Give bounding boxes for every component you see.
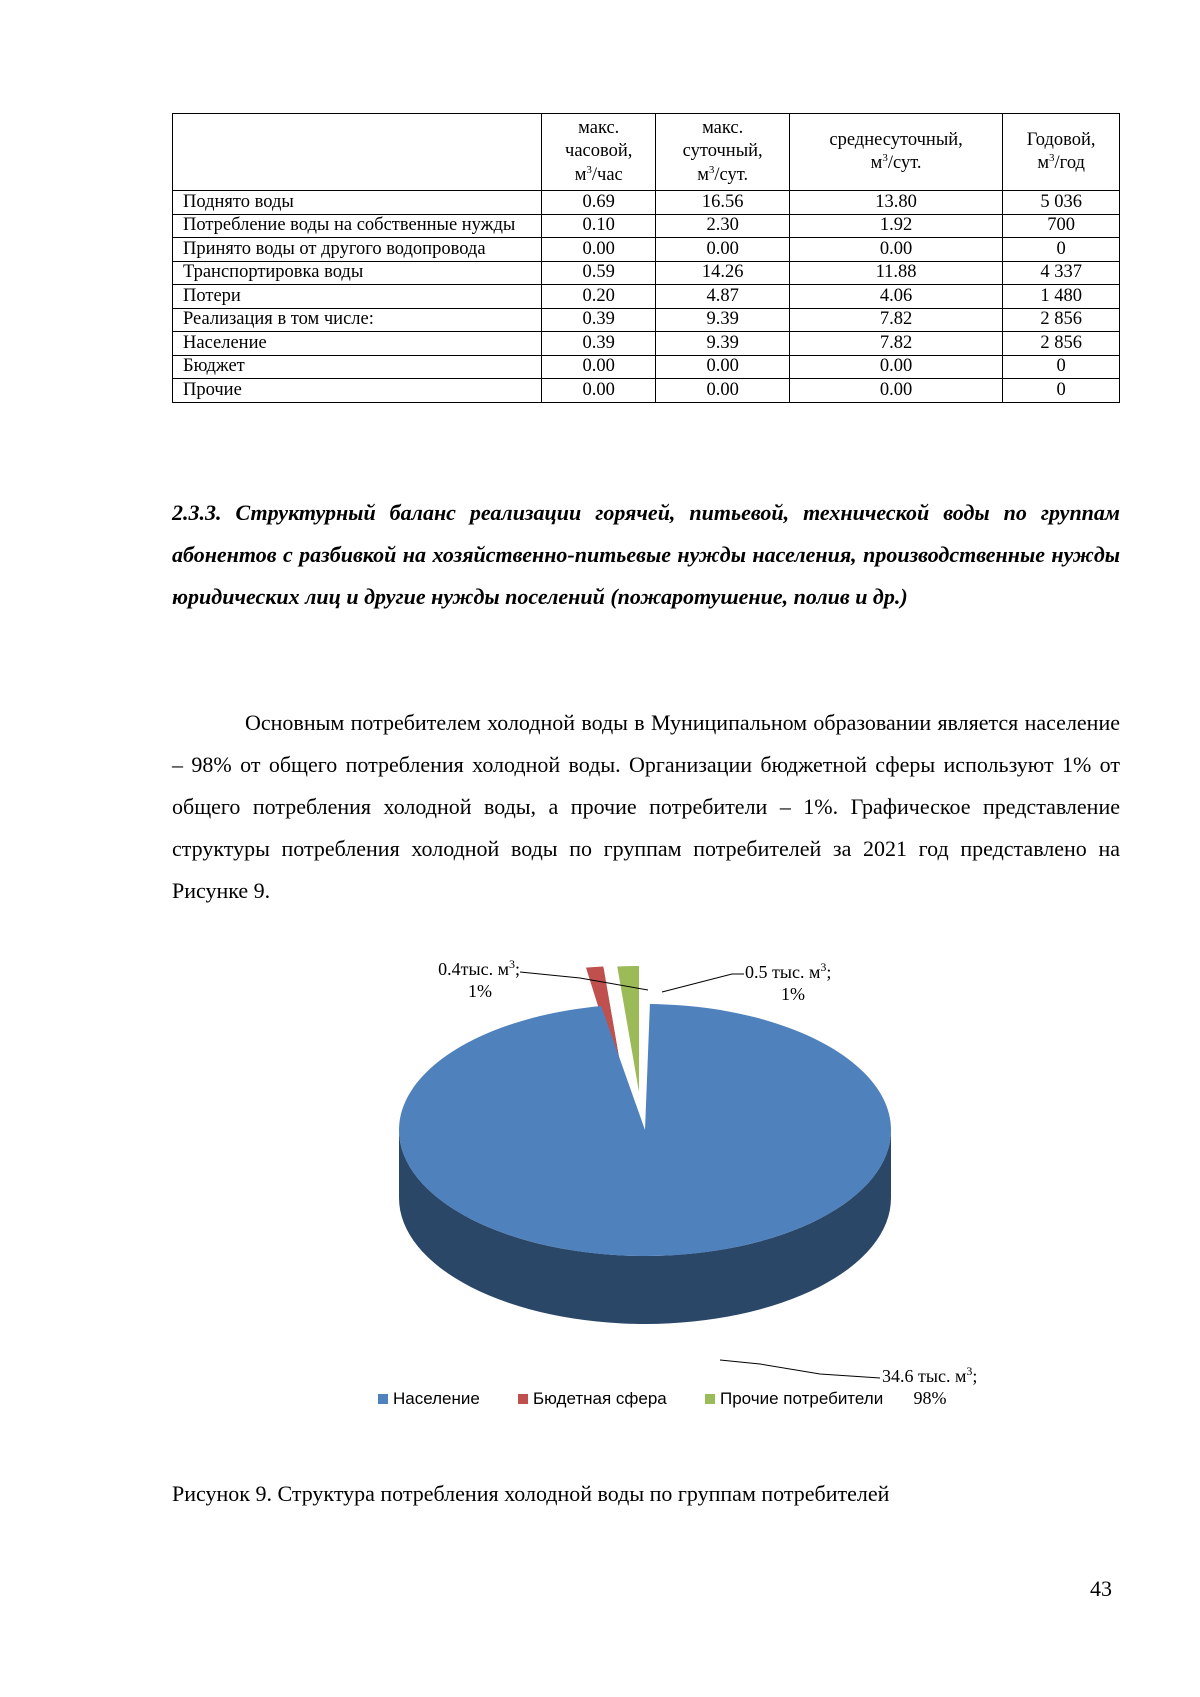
label-other-leader-line: [662, 974, 744, 992]
table-cell-max-day: 9.39: [656, 332, 789, 356]
table-cell-year: 2 856: [1003, 308, 1120, 332]
label-population-leader-line: [720, 1360, 880, 1378]
table-header-empty: [173, 114, 542, 191]
table-cell-max-hour: 0.00: [542, 379, 656, 403]
table-cell-avg-day: 1.92: [789, 214, 1002, 238]
table-header-max-day: макс. суточный, $м^3$/сут.: [656, 114, 789, 191]
table-cell-avg-day: 0.00: [789, 238, 1002, 262]
table-cell-max-hour: 0.00: [542, 238, 656, 262]
table-row-label: Прочие: [173, 379, 542, 403]
table-cell-avg-day: 7.82: [789, 308, 1002, 332]
table-header-row: [173, 114, 1120, 191]
label-population-percent: 98%: [913, 1388, 947, 1408]
table-row-label: Бюджет: [173, 355, 542, 379]
table-cell-max-day: 9.39: [656, 308, 789, 332]
table-row: [173, 238, 1120, 262]
table-cell-max-day: 0.00: [656, 238, 789, 262]
table-row-label: Потребление воды на собственные нужды: [173, 214, 542, 238]
page-number: 43: [1090, 1576, 1112, 1601]
table-cell-year: 5 036: [1003, 191, 1120, 215]
table-cell-avg-day: 0.00: [789, 379, 1002, 403]
table-header-avg-day: среднесуточный, $м^3$/сут.: [789, 114, 1002, 191]
table-cell-year: 0: [1003, 379, 1120, 403]
table-cell-year: 0: [1003, 355, 1120, 379]
label-budget-percent: 1%: [468, 981, 492, 1001]
body-paragraph: Основным потребителем холодной воды в Муниципальном образовании является население – 98% от общего потребления холодной воды. Организации бюджетной сферы используют 1% от общего потребления холодной воды, а прочие потребители – 1%. Графическое представление структуры потребления холодной воды по группам потребителей за 2021 год представлено на Рисунке 9.: [172, 710, 1120, 903]
table-cell-avg-day: 13.80: [789, 191, 1002, 215]
table-cell-avg-day: 11.88: [789, 261, 1002, 285]
legend-swatch-other: [705, 1394, 715, 1404]
table-header-max-hour: макс. часовой, $м^3$/час: [542, 114, 656, 191]
table-cell-max-day: 14.26: [656, 261, 789, 285]
pie-chart: [360, 950, 1000, 1430]
table-row-label: Транспортировка воды: [173, 261, 542, 285]
table-cell-max-hour: 0.59: [542, 261, 656, 285]
figure-caption: Рисунок 9. Структура потребления холодной воды по группам потребителей: [172, 1481, 890, 1506]
legend-label-other: Прочие потребители: [720, 1389, 884, 1408]
pie-chart-legend: [378, 1389, 883, 1408]
table-cell-year: 4 337: [1003, 261, 1120, 285]
table-row: [173, 308, 1120, 332]
water-balance-table: [172, 113, 1120, 403]
table-cell-max-day: 0.00: [656, 379, 789, 403]
table-cell-year: 2 856: [1003, 332, 1120, 356]
table-row-label: Поднято воды: [173, 191, 542, 215]
label-budget-value: 0.4тыс. $м^3$;: [438, 957, 520, 979]
table-cell-max-day: 16.56: [656, 191, 789, 215]
section-heading: 2.3.3. Структурный баланс реализации горячей, питьевой, технической воды по группам абонентов с разбивкой на хозяйственно-питьевые нужды населения, производственные нужды юридических лиц и другие нужды поселений (пожаротушение, полив и др.): [172, 500, 1120, 609]
legend-label-budget: Бюдетная сфера: [533, 1389, 667, 1408]
table-row: [173, 355, 1120, 379]
pie-slice-population: [399, 1004, 891, 1256]
legend-swatch-budget: [518, 1394, 528, 1404]
table-cell-avg-day: 0.00: [789, 355, 1002, 379]
table-body: [173, 191, 1120, 403]
table-row-label: Потери: [173, 285, 542, 309]
legend-label-population: Население: [393, 1389, 480, 1408]
legend-swatch-population: [378, 1394, 388, 1404]
table-cell-year: 0: [1003, 238, 1120, 262]
table-header-year: Годовой, $м^3$/год: [1003, 114, 1120, 191]
pie-chart-plot: [399, 966, 891, 1324]
table-cell-avg-day: 7.82: [789, 332, 1002, 356]
table-row: [173, 261, 1120, 285]
table-cell-year: 700: [1003, 214, 1120, 238]
table-row-label: Принято воды от другого водопровода: [173, 238, 542, 262]
table-cell-max-hour: 0.20: [542, 285, 656, 309]
table-row: [173, 379, 1120, 403]
table-cell-max-day: 4.87: [656, 285, 789, 309]
table-cell-max-hour: 0.10: [542, 214, 656, 238]
table-row: [173, 332, 1120, 356]
label-other-percent: 1%: [781, 984, 805, 1004]
table-row: [173, 191, 1120, 215]
table-cell-year: 1 480: [1003, 285, 1120, 309]
table-row: [173, 285, 1120, 309]
table-cell-max-day: 0.00: [656, 355, 789, 379]
table-row: [173, 214, 1120, 238]
table-row-label: Реализация в том числе:: [173, 308, 542, 332]
label-population-value: 34.6 тыс. $м^3$;: [882, 1364, 978, 1386]
table-cell-max-hour: 0.39: [542, 308, 656, 332]
table-cell-max-day: 2.30: [656, 214, 789, 238]
label-other-value: 0.5 тыс. $м^3$;: [745, 960, 832, 982]
table-cell-avg-day: 4.06: [789, 285, 1002, 309]
table-row-label: Население: [173, 332, 542, 356]
table-cell-max-hour: 0.39: [542, 332, 656, 356]
table-cell-max-hour: 0.69: [542, 191, 656, 215]
table-cell-max-hour: 0.00: [542, 355, 656, 379]
